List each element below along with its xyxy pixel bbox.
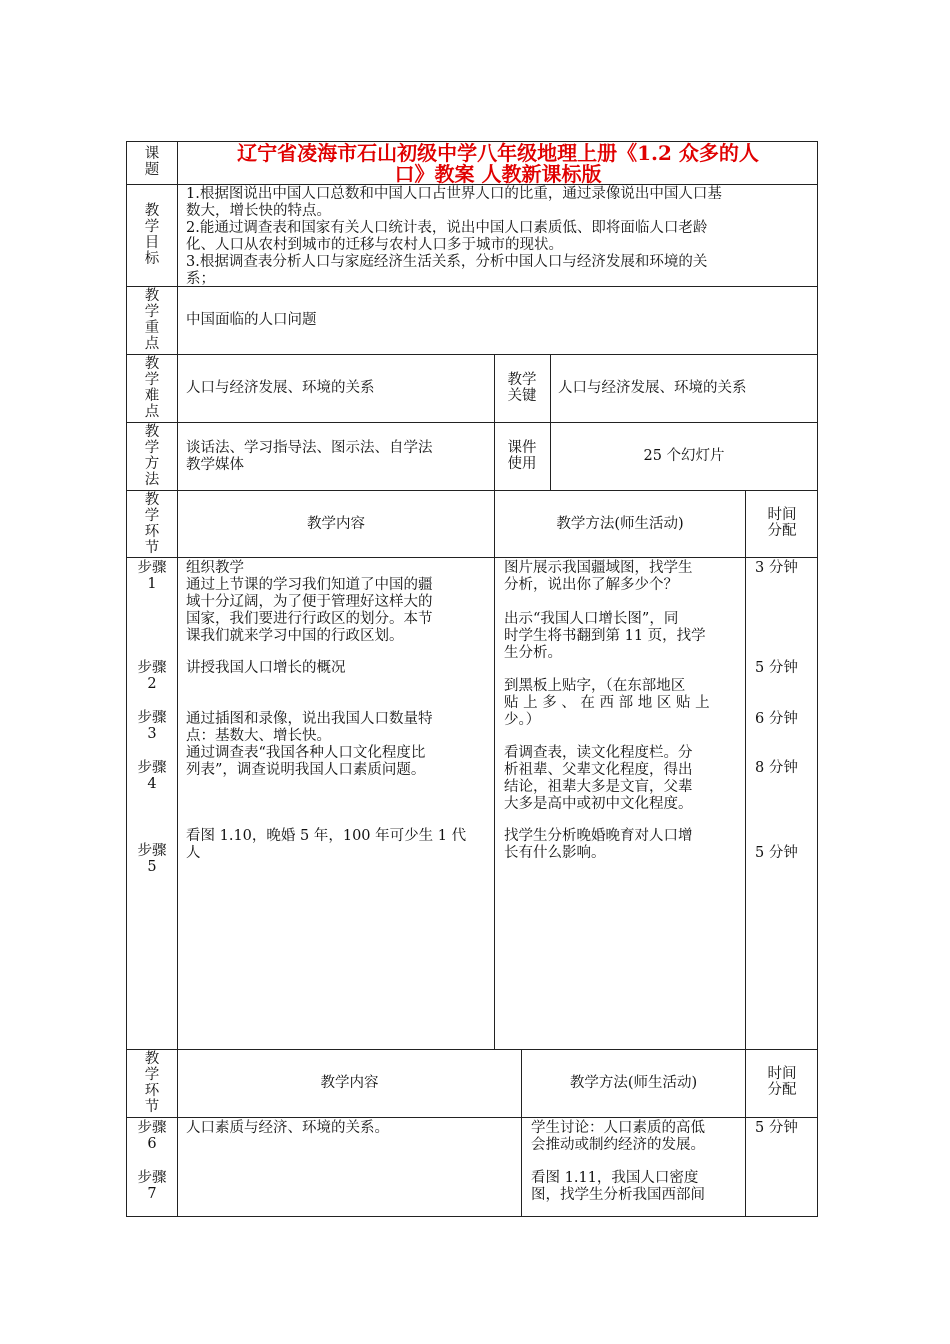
step-label-5: 步骤5 bbox=[137, 843, 167, 875]
method-header: 教学方法(师生活动) bbox=[556, 516, 684, 532]
activity-line-9: 看调查表，读文化程度栏。分 bbox=[504, 745, 693, 761]
goals-line-3: 2.能通过调查表和国家有关人口统计表，说出中国人口素质低、即将面临人口老龄 bbox=[186, 220, 708, 236]
step-label-6: 步骤6 bbox=[137, 1120, 167, 1152]
page-title-line-2: 口》教案 人教新课标版 bbox=[394, 162, 602, 186]
time-1: 3 分钟 bbox=[755, 560, 798, 576]
activity2-line-1: 学生讨论：人口素质的高低 bbox=[531, 1120, 705, 1136]
activity-line-3: 出示“我国人口增长图”，同 bbox=[504, 611, 679, 627]
content-line-1: 组织教学 bbox=[186, 560, 244, 576]
goals-line-1: 1.根据图说出中国人口总数和中国人口占世界人口的比重，通过录像说出中国人口基 bbox=[186, 186, 722, 202]
content-line-4: 国家，我们要进行行政区的划分。本节 bbox=[186, 611, 433, 627]
time-3: 6 分钟 bbox=[755, 711, 798, 727]
content-line-11: 看图 1.10，晚婚 5 年，100 年可少生 1 代 bbox=[186, 828, 467, 844]
activity2-line-2: 会推动或制约经济的发展。 bbox=[531, 1137, 705, 1153]
title-label: 课题 bbox=[144, 146, 160, 178]
activity-line-14: 长有什么影响。 bbox=[504, 845, 606, 861]
activity-line-1: 图片展示我国疆域图，找学生 bbox=[504, 560, 693, 576]
goals-line-2: 数大，增长快的特点。 bbox=[186, 203, 331, 219]
content-step-6: 人口素质与经济、环境的关系。 bbox=[186, 1120, 389, 1136]
method-header-2: 教学方法(师生活动) bbox=[569, 1075, 698, 1091]
courseware-label: 课件使用 bbox=[507, 440, 537, 472]
goals-label: 教学目标 bbox=[144, 203, 160, 267]
content-line-5: 课我们就来学习中国的行政区划。 bbox=[186, 628, 404, 644]
method-label: 教学方法 bbox=[144, 424, 160, 488]
section-label-2: 教学环节 bbox=[144, 1051, 160, 1115]
goals-line-5: 3.根据调查表分析人口与家庭经济生活关系，分析中国人口与经济发展和环境的关 bbox=[186, 254, 708, 270]
difficulty-label: 教学难点 bbox=[144, 356, 160, 420]
activity2-line-3: 看图 1.11，我国人口密度 bbox=[531, 1170, 699, 1186]
activity-line-5: 生分析。 bbox=[504, 645, 562, 661]
step-label-7: 步骤7 bbox=[137, 1170, 167, 1202]
time-6: 5 分钟 bbox=[755, 1120, 798, 1136]
step-label-1: 步骤1 bbox=[137, 560, 167, 592]
content-header: 教学内容 bbox=[307, 516, 365, 532]
step-label-2: 步骤2 bbox=[137, 660, 167, 692]
content-line-7: 通过插图和录像，说出我国人口数量特 bbox=[186, 711, 433, 727]
time-2: 5 分钟 bbox=[755, 660, 798, 676]
content-line-3: 域十分辽阔，为了便于管理好这样大的 bbox=[186, 594, 433, 610]
goals-line-6: 系； bbox=[186, 271, 215, 287]
content-line-9: 通过调查表“我国各种人口文化程度比 bbox=[186, 745, 426, 761]
content-line-10: 列表”，调查说明我国人口素质问题。 bbox=[186, 762, 426, 778]
method-line-2: 教学媒体 bbox=[186, 457, 244, 473]
activity-line-2: 分析，说出你了解多少个？ bbox=[504, 577, 678, 593]
key-label: 教学关键 bbox=[507, 372, 537, 404]
content-header-2: 教学内容 bbox=[320, 1075, 379, 1091]
activity-line-12: 大多是高中或初中文化程度。 bbox=[504, 796, 693, 812]
goals-line-4: 化、人口从农村到城市的迁移与农村人口多于城市的现状。 bbox=[186, 237, 563, 253]
time-4: 8 分钟 bbox=[755, 760, 798, 776]
key-point-label: 教学重点 bbox=[144, 288, 160, 352]
activity-line-6: 到黑板上贴字，（在东部地区 bbox=[504, 678, 686, 694]
time-header: 时间分配 bbox=[767, 507, 797, 539]
method-line-1: 谈话法、学习指导法、图示法、自学法 bbox=[186, 440, 433, 456]
content-line-8: 点：基数大、增长快。 bbox=[186, 728, 331, 744]
activity-line-7: 贴 上 多 、 在 西 部 地 区 贴 上 bbox=[504, 695, 710, 711]
activity-line-10: 析祖辈、父辈文化程度，得出 bbox=[504, 762, 693, 778]
page-title-line-1: 辽宁省凌海市石山初级中学八年级地理上册《1.2 众多的人 bbox=[237, 141, 759, 165]
activity-line-4: 时学生将书翻到第 11 页，找学 bbox=[504, 628, 706, 644]
time-header-2: 时间分配 bbox=[767, 1066, 797, 1098]
content-line-2: 通过上节课的学习我们知道了中国的疆 bbox=[186, 577, 433, 593]
step-label-4: 步骤4 bbox=[137, 760, 167, 792]
content-line-12: 人 bbox=[186, 845, 201, 861]
difficulty-text: 人口与经济发展、环境的关系 bbox=[186, 380, 375, 396]
key-text: 人口与经济发展、环境的关系 bbox=[558, 380, 747, 396]
courseware-text: 25 个幻灯片 bbox=[643, 448, 725, 464]
content-line-6: 讲授我国人口增长的概况 bbox=[186, 660, 346, 676]
activity-line-8: 少。） bbox=[504, 712, 541, 728]
section-label: 教学环节 bbox=[144, 492, 160, 556]
step-label-3: 步骤3 bbox=[137, 710, 167, 742]
activity-line-13: 找学生分析晚婚晚育对人口增 bbox=[504, 828, 693, 844]
activity2-line-4: 图，找学生分析我国西部间 bbox=[531, 1187, 705, 1203]
key-point-text: 中国面临的人口问题 bbox=[186, 312, 317, 328]
time-5: 5 分钟 bbox=[755, 845, 798, 861]
activity-line-11: 结论，祖辈大多是文盲，父辈 bbox=[504, 779, 693, 795]
